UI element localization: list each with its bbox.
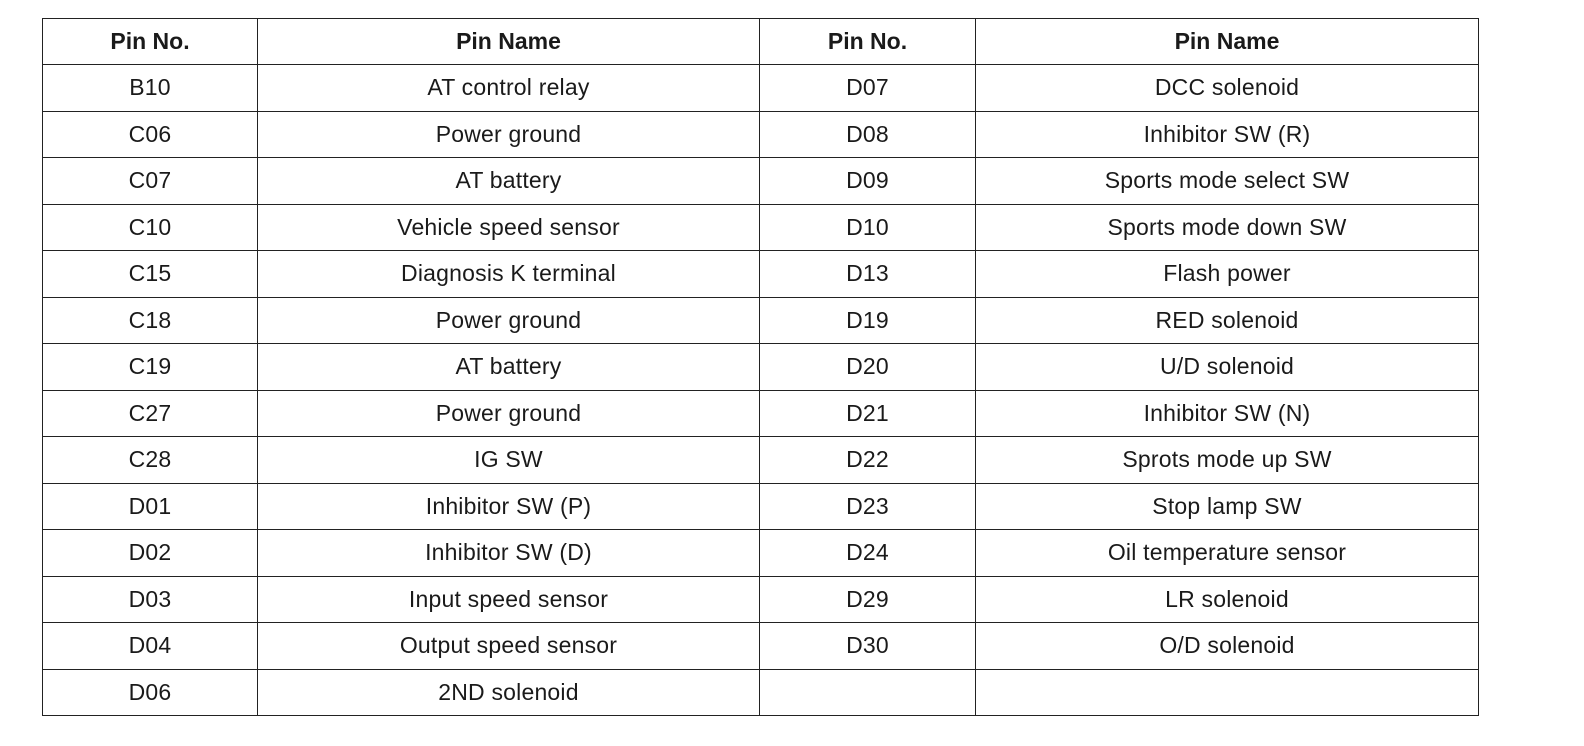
cell-pin-no-left: D03: [43, 576, 258, 623]
cell-pin-name-left: AT battery: [258, 344, 760, 391]
cell-pin-name-left: Diagnosis K terminal: [258, 251, 760, 298]
cell-pin-no-right: D22: [760, 437, 976, 484]
table-row: [43, 483, 1479, 530]
table-row: [43, 204, 1479, 251]
cell-pin-name-right: Stop lamp SW: [976, 483, 1479, 530]
cell-pin-no-right: D30: [760, 623, 976, 670]
cell-pin-no-right: D13: [760, 251, 976, 298]
cell-pin-no-left: B10: [43, 65, 258, 112]
table-row: [43, 623, 1479, 670]
cell-pin-name-right: DCC solenoid: [976, 65, 1479, 112]
table-row: [43, 576, 1479, 623]
cell-pin-name-right: U/D solenoid: [976, 344, 1479, 391]
table-row: [43, 669, 1479, 716]
cell-pin-no-right: D08: [760, 111, 976, 158]
cell-pin-name-right: Flash power: [976, 251, 1479, 298]
cell-pin-name-right: Inhibitor SW (R): [976, 111, 1479, 158]
table-row: [43, 344, 1479, 391]
cell-pin-name-right: Sports mode select SW: [976, 158, 1479, 205]
table-header-row: [43, 19, 1479, 65]
table-row: [43, 111, 1479, 158]
cell-pin-name-right: Inhibitor SW (N): [976, 390, 1479, 437]
table-row: [43, 297, 1479, 344]
cell-pin-no-left: C27: [43, 390, 258, 437]
cell-pin-name-left: IG SW: [258, 437, 760, 484]
cell-pin-name-left: 2ND solenoid: [258, 669, 760, 716]
cell-pin-no-left: C28: [43, 437, 258, 484]
table-row: [43, 158, 1479, 205]
cell-pin-name-right: LR solenoid: [976, 576, 1479, 623]
header-pin-name-left: Pin Name: [258, 19, 760, 65]
cell-pin-name-left: Input speed sensor: [258, 576, 760, 623]
cell-pin-no-left: D01: [43, 483, 258, 530]
cell-pin-no-right: [760, 669, 976, 716]
header-pin-name-right: Pin Name: [976, 19, 1479, 65]
header-pin-no-left: Pin No.: [43, 19, 258, 65]
cell-pin-no-right: D19: [760, 297, 976, 344]
cell-pin-no-right: D21: [760, 390, 976, 437]
cell-pin-name-right: O/D solenoid: [976, 623, 1479, 670]
cell-pin-name-left: Inhibitor SW (D): [258, 530, 760, 577]
pin-table-body: [43, 65, 1479, 716]
cell-pin-name-left: Inhibitor SW (P): [258, 483, 760, 530]
cell-pin-no-right: D23: [760, 483, 976, 530]
cell-pin-no-left: C06: [43, 111, 258, 158]
cell-pin-no-left: C19: [43, 344, 258, 391]
table-row: [43, 65, 1479, 112]
cell-pin-no-left: C07: [43, 158, 258, 205]
cell-pin-no-left: C18: [43, 297, 258, 344]
cell-pin-name-right: Oil temperature sensor: [976, 530, 1479, 577]
cell-pin-name-right: Sprots mode up SW: [976, 437, 1479, 484]
cell-pin-name-left: Power ground: [258, 297, 760, 344]
cell-pin-no-left: C15: [43, 251, 258, 298]
cell-pin-name-right: RED solenoid: [976, 297, 1479, 344]
cell-pin-name-right: [976, 669, 1479, 716]
cell-pin-no-left: D06: [43, 669, 258, 716]
cell-pin-no-right: D09: [760, 158, 976, 205]
cell-pin-name-left: Power ground: [258, 390, 760, 437]
cell-pin-no-right: D24: [760, 530, 976, 577]
table-row: [43, 390, 1479, 437]
table-row: [43, 437, 1479, 484]
table-row: [43, 530, 1479, 577]
cell-pin-name-left: Output speed sensor: [258, 623, 760, 670]
cell-pin-no-right: D20: [760, 344, 976, 391]
pin-table: [42, 18, 1479, 716]
cell-pin-name-left: Power ground: [258, 111, 760, 158]
cell-pin-no-left: D04: [43, 623, 258, 670]
cell-pin-no-right: D07: [760, 65, 976, 112]
cell-pin-name-left: Vehicle speed sensor: [258, 204, 760, 251]
cell-pin-no-left: C10: [43, 204, 258, 251]
cell-pin-no-right: D29: [760, 576, 976, 623]
cell-pin-no-left: D02: [43, 530, 258, 577]
cell-pin-no-right: D10: [760, 204, 976, 251]
header-pin-no-right: Pin No.: [760, 19, 976, 65]
cell-pin-name-left: AT control relay: [258, 65, 760, 112]
cell-pin-name-left: AT battery: [258, 158, 760, 205]
table-row: [43, 251, 1479, 298]
cell-pin-name-right: Sports mode down SW: [976, 204, 1479, 251]
